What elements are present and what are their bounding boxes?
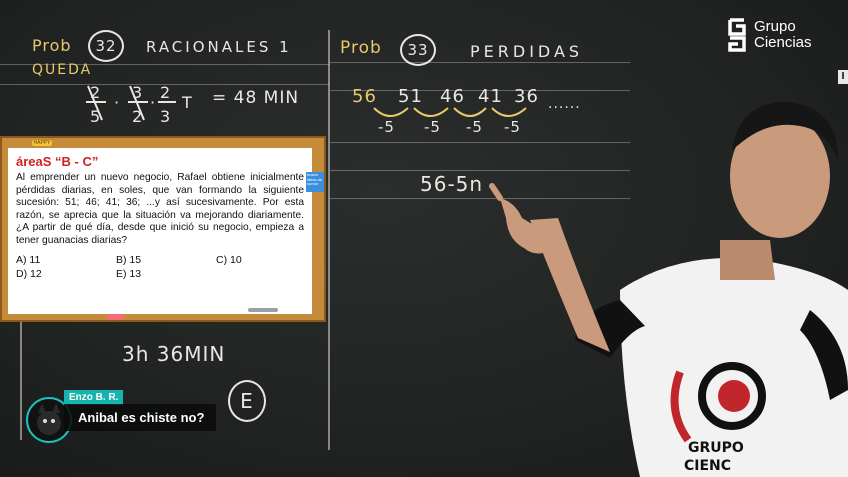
card-bottom-tab [107, 314, 125, 320]
board-divider [328, 30, 330, 450]
shirt-brand-line1: GRUPO [688, 440, 744, 456]
answer-option: A) 11 [16, 253, 41, 266]
problem-title: áreaS “B - C” [16, 154, 99, 169]
logo-text-line2: Ciencias [754, 34, 812, 51]
svg-text:2: 2 [132, 107, 143, 126]
formula: 56-5n [420, 172, 484, 196]
queda-label: QUEDA [32, 62, 93, 78]
answer-option: E) 13 [116, 267, 142, 280]
sequence-term: 51 [398, 86, 423, 107]
chat-message: Anibal es chiste no? [64, 404, 216, 431]
answer-option: B) 15 [116, 253, 142, 266]
sequence-tail: ...... [548, 96, 581, 112]
board-rule-line [330, 62, 630, 63]
svg-text:3: 3 [160, 107, 171, 126]
answer-circle: E [228, 380, 266, 422]
side-panel-button[interactable]: I [838, 70, 848, 84]
logo-text-line1: Grupo [754, 18, 796, 35]
answer-option: D) 12 [16, 267, 42, 280]
chat-username: Enzo B. R. [64, 390, 123, 405]
difference-value: -5 [424, 118, 441, 136]
topic-left: RACIONALES 1 [146, 38, 292, 56]
svg-text:3: 3 [132, 83, 143, 102]
time-result: 3h 36MIN [122, 342, 226, 366]
answer-options [16, 254, 304, 280]
board-divider [20, 320, 22, 440]
sequence-first-term: 56 [352, 86, 377, 107]
difference-value: -5 [378, 118, 395, 136]
fraction-result: = 48 MIN [212, 88, 300, 108]
difference-value: -5 [504, 118, 521, 136]
sequence-term: 41 [478, 86, 503, 107]
sticky-note: busca ideas de sumar [306, 172, 324, 192]
difference-value: -5 [466, 118, 483, 136]
sequence-term: 36 [514, 86, 539, 107]
problem-card-content [8, 148, 312, 314]
prob-number-right: 33 [400, 34, 436, 66]
svg-text:5: 5 [90, 107, 101, 126]
svg-text:2: 2 [90, 83, 101, 102]
shirt-brand-line2: CIENC [684, 458, 732, 474]
problem-card [0, 136, 326, 322]
card-tab: HAPPY [33, 140, 51, 146]
topic-right: PERDIDAS [470, 42, 584, 61]
problem-statement: Al emprender un nuevo negocio, Rafael obtiene inicialmente pérdidas diarias, en soles, que van formando la siguiente sucesión: 51; 46; 41; 36; ...y así sucesivamente. Por esta razón, se aprecia que la situación va mejorando diariamente. ¿A partir de qué día, desde que inició su negocio, empieza a tener guanacias diarias? [16, 172, 304, 246]
presenter-figure [470, 90, 848, 477]
prob-label-right: Prob [340, 38, 382, 58]
prob-number-left: 32 [88, 30, 124, 62]
fraction-expression [80, 80, 210, 126]
prob-label-left: Prob [32, 36, 72, 55]
svg-text:·: · [150, 93, 156, 112]
brand-logo [726, 18, 812, 52]
svg-text:·: · [114, 93, 120, 112]
sequence-term: 46 [440, 86, 465, 107]
svg-text:T: T [182, 93, 192, 112]
card-clip [248, 308, 278, 312]
answer-option: C) 10 [216, 253, 242, 266]
logo-mark-icon [726, 18, 748, 52]
svg-text:2: 2 [160, 83, 171, 102]
